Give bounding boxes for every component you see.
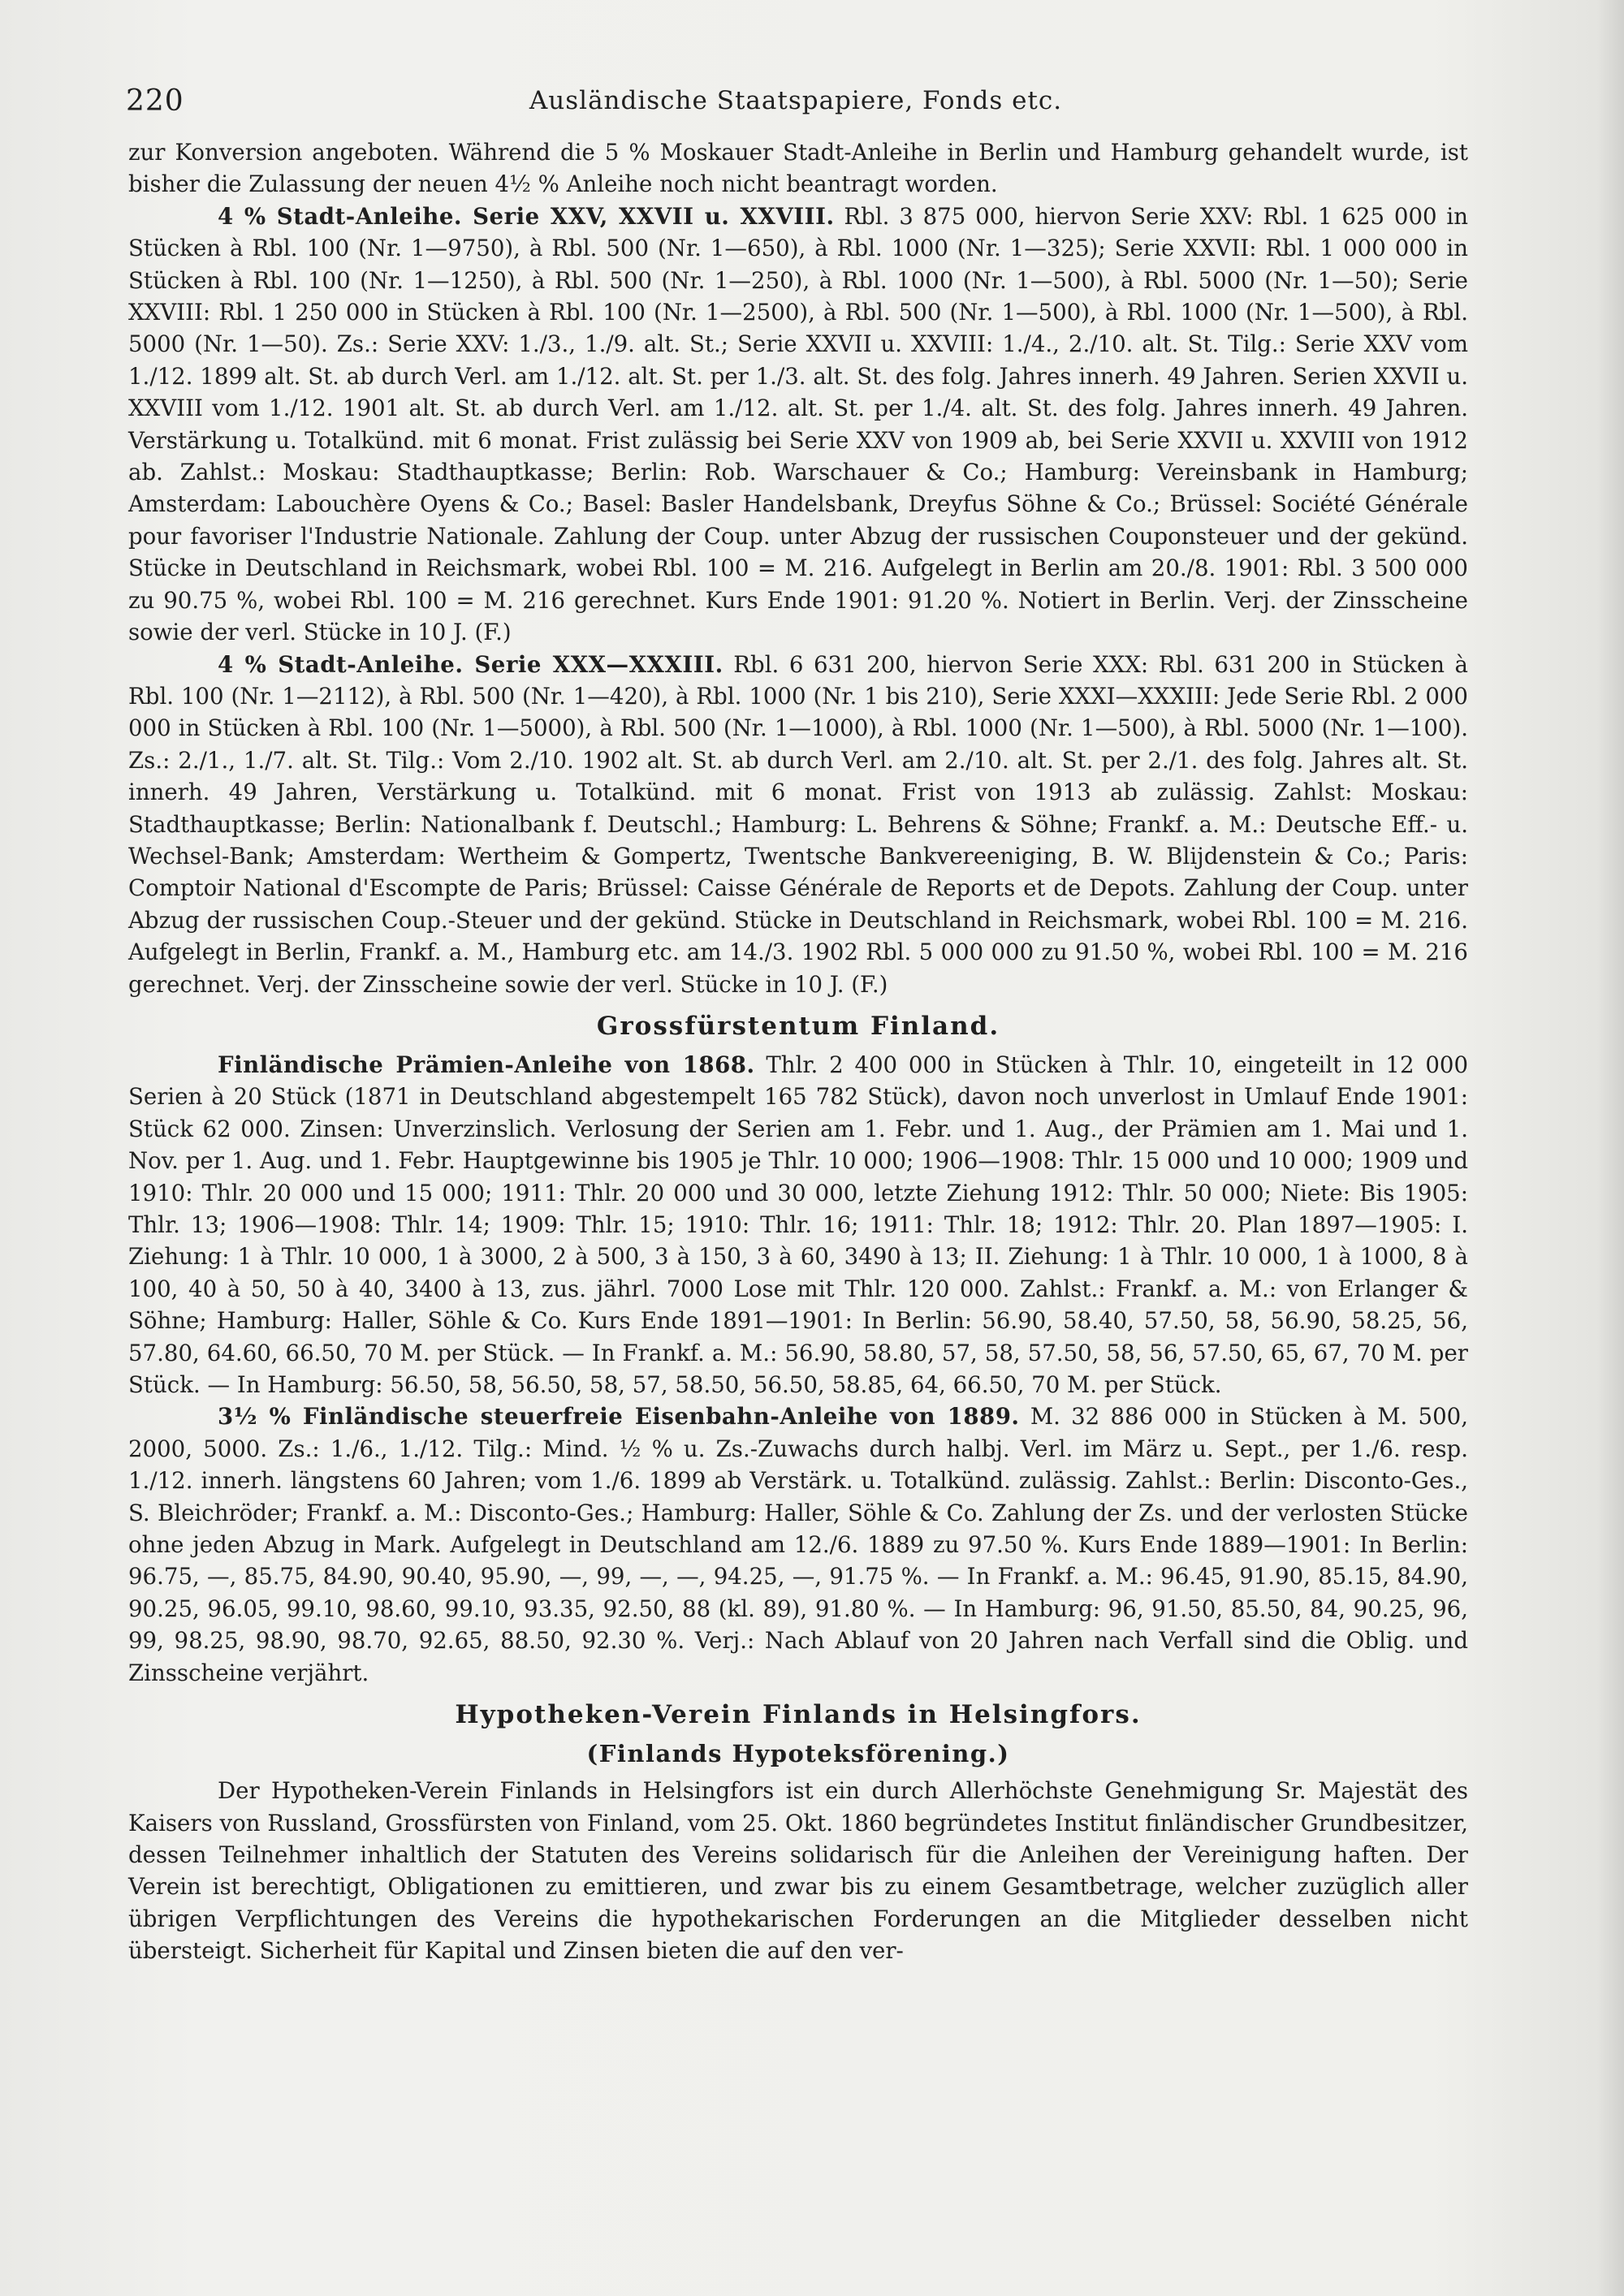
page-header: [126, 84, 1466, 125]
page-number: 220: [126, 84, 184, 118]
entry-text: Rbl. 6 631 200, hiervon Serie XXX: Rbl. 631 200 in Stücken à Rbl. 100 (Nr. 1—2112), à Rbl. 500 (Nr. 1—420), à Rbl. 1000 (Nr. 1 bis 210), Serie XXXI—XXXIII: Jede Serie Rbl. 2 000 000 in Stücken à Rbl. 100 (Nr. 1—5000), à Rbl. 500 (Nr. 1—1000), à Rbl. 1000 (Nr. 1—500), à Rbl. 5000 (Nr. 1—100). Zs.: 2./1., 1./7. alt. St. Tilg.: Vom 2./10. 1902 alt. St. ab durch Verl. am 2./10. alt. St. per 2./1. des folg. Jahres alt. St. innerh. 49 Jahren, Verstärkung u. Totalkünd. mit 6 monat. Frist von 1913 ab zulässig. Zahlst: Moskau: Stadthauptkasse; Berlin: Nationalbank f. Deutschl.; Hamburg: L. Behrens & Söhne; Frankf. a. M.: Deutsche Eff.- u. Wechsel-Bank; Amsterdam: Wertheim & Gompertz, Twentsche Bankvereeniging, B. W. Blijdenstein & Co.; Paris: Comptoir National d'Escompte de Paris; Brüssel: Caisse Générale de Reports et de Depots. Zahlung der Coup. unter Abzug der russischen Coup.-Steuer und der gekünd. Stücke in Deutschland in Reichsmark, wobei Rbl. 100 = M. 216. Aufgelegt in Berlin, Frankf. a. M., Hamburg etc. am 14./3. 1902 Rbl. 5 000 000 zu 91.50 %, wobei Rbl. 100 = M. 216 gerechnet. Verj. der Zinsscheine sowie der verl. Stücke in 10 J. (F.): [128, 650, 1468, 998]
paragraph-konversion: zur Konversion angeboten. Während die 5 % Moskauer Stadt-Anleihe in Berlin und Hamburg gehandelt wurde, ist bisher die Zulassung der neuen 4½ % Anleihe noch nicht beantragt worden.: [128, 139, 1468, 198]
section-heading-finland: Grossfürstentum Finland.: [596, 1011, 1000, 1041]
paragraph-eisenbahn-anleihe: [128, 1400, 1468, 1689]
entry-heading: 4 % Stadt-Anleihe. Serie XXV, XXVII u. XXVIII.: [218, 202, 835, 230]
paragraph-hypotheken-verein: Der Hypotheken-Verein Finlands in Helsingfors ist ein durch Allerhöchste Genehmigung Sr. Majestät des Kaisers von Russland, Grossfürsten von Finland, vom 25. Okt. 1860 begründetes Institut finländischer Grundbesitzer, dessen Teilnehmer inhaltlich der Statuten des Vereins solidarisch für die Anleihen der Vereinigung haften. Der Verein ist berechtigt, Obligationen zu emittieren, und zwar bis zu einem Gesamtbetrage, welcher zuzüglich aller übrigen Verpflichtungen des Vereins die hypothekarischen Forderungen an die Mitglieder desselben nicht übersteigt. Sicherheit für Kapital und Zinsen bieten die auf den ver-: [128, 1777, 1468, 1965]
entry-heading: 3½ % Finländische steuerfreie Eisenbahn-Anleihe von 1889.: [218, 1403, 1020, 1431]
paragraph-stadt-anleihe-xxx: [128, 649, 1468, 1000]
entry-text: Rbl. 3 875 000, hiervon Serie XXV: Rbl. 1 625 000 in Stücken à Rbl. 100 (Nr. 1—9750), à Rbl. 500 (Nr. 1—650), à Rbl. 1000 (Nr. 1—325); Serie XXVII: Rbl. 1 000 000 in Stücken à Rbl. 100 (Nr. 1—1250), à Rbl. 500 (Nr. 1—250), à Rbl. 1000 (Nr. 1—500), à Rbl. 5000 (Nr. 1—50); Serie XXVIII: Rbl. 1 250 000 in Stücken à Rbl. 100 (Nr. 1—2500), à Rbl. 500 (Nr. 1—500), à Rbl. 1000 (Nr. 1—500), à Rbl. 5000 (Nr. 1—50). Zs.: Serie XXV: 1./3., 1./9. alt. St.; Serie XXVII u. XXVIII: 1./4., 2./10. alt. St. Tilg.: Serie XXV vom 1./12. 1899 alt. St. ab durch Verl. am 1./12. alt. St. per 1./3. alt. St. des folg. Jahres innerh. 49 Jahren. Serien XXVII u. XXVIII vom 1./12. 1901 alt. St. ab durch Verl. am 1./12. alt. St. per 1./4. alt. St. des folg. Jahres innerh. 49 Jahren. Verstärkung u. Totalkünd. mit 6 monat. Frist zulässig bei Serie XXV von 1909 ab, bei Serie XXVII u. XXVIII von 1912 ab. Zahlst.: Moskau: Stadthauptkasse; Berlin: Rob. Warschauer & Co.; Hamburg: Vereinsbank in Hamburg; Amsterdam: Labouchère Oyens & Co.; Basel: Basler Handelsbank, Dreyfus Söhne & Co.; Brüssel: Société Générale pour favoriser l'Industrie Nationale. Zahlung der Coup. unter Abzug der russischen Couponsteuer und der gekünd. Stücke in Deutschland in Reichsmark, wobei Rbl. 100 = M. 216. Aufgelegt in Berlin am 20./8. 1901: Rbl. 3 500 000 zu 90.75 %, wobei Rbl. 100 = M. 216 gerechnet. Kurs Ende 1901: 91.20 %. Notiert in Berlin. Verj. der Zinsscheine sowie der verl. Stücke in 10 J. (F.): [128, 202, 1468, 646]
page-body: [128, 136, 1468, 1967]
entry-text: Thlr. 2 400 000 in Stücken à Thlr. 10, eingeteilt in 12 000 Serien à 20 Stück (1871 in Deutschland abgestempelt 165 782 Stück), davon noch unverlost in Umlauf Ende 1901: Stück 62 000. Zinsen: Unverzinslich. Verlosung der Serien am 1. Febr. und 1. Aug., der Prämien am 1. Mai und 1. Nov. per 1. Aug. und 1. Febr. Hauptgewinne bis 1905 je Thlr. 10 000; 1906—1908: Thlr. 15 000 und 10 000; 1909 und 1910: Thlr. 20 000 und 15 000; 1911: Thlr. 20 000 und 30 000, letzte Ziehung 1912: Thlr. 50 000; Niete: Bis 1905: Thlr. 13; 1906—1908: Thlr. 14; 1909: Thlr. 15; 1910: Thlr. 16; 1911: Thlr. 18; 1912: Thlr. 20. Plan 1897—1905: I. Ziehung: 1 à Thlr. 10 000, 1 à 3000, 2 à 500, 3 à 150, 3 à 60, 3490 à 13; II. Ziehung: 1 à Thlr. 10 000, 1 à 1000, 8 à 100, 40 à 50, 50 à 40, 3400 à 13, zus. jährl. 7000 Lose mit Thlr. 120 000. Zahlst.: Frankf. a. M.: von Erlanger & Söhne; Hamburg: Haller, Söhle & Co. Kurs Ende 1891—1901: In Berlin: 56.90, 58.40, 57.50, 58, 56.90, 58.25, 56, 57.80, 64.60, 66.50, 70 M. per Stück. — In Frankf. a. M.: 56.90, 58.80, 57, 58, 57.50, 58, 56, 57.50, 65, 67, 70 M. per Stück. — In Hamburg: 56.50, 58, 56.50, 58, 57, 58.50, 56.50, 58.85, 64, 66.50, 70 M. per Stück.: [128, 1051, 1469, 1399]
paragraph-praemien-anleihe: [128, 1049, 1468, 1400]
entry-heading: 4 % Stadt-Anleihe. Serie XXX—XXXIII.: [218, 650, 723, 678]
running-title: Ausländische Staatspapiere, Fonds etc.: [529, 86, 1063, 115]
section-subheading: (Finlands Hypoteksförening.): [586, 1740, 1010, 1768]
entry-text: M. 32 886 000 in Stücken à M. 500, 2000, 5000. Zs.: 1./6., 1./12. Tilg.: Mind. ½ % u. Zs.-Zuwachs durch halbj. Verl. im März u. Sept., per 1./6. resp. 1./12. innerh. längstens 60 Jahren; vom 1./6. 1899 ab Verstärk. u. Totalkünd. zulässig. Zahlst.: Berlin: Disconto-Ges., S. Bleichröder; Frankf. a. M.: Disconto-Ges.; Hamburg: Haller, Söhle & Co. Zahlung der Zs. und der verlosten Stücke ohne jeden Abzug in Mark. Aufgelegt in Deutschland am 12./6. 1889 zu 97.50 %. Kurs Ende 1889—1901: In Berlin: 96.75, —, 85.75, 84.90, 90.40, 95.90, —, 99, —, —, 94.25, —, 91.75 %. — In Frankf. a. M.: 96.45, 91.90, 85.15, 84.90, 90.25, 96.05, 99.10, 98.60, 99.10, 93.35, 92.50, 88 (kl. 89), 91.80 %. — In Hamburg: 96, 91.50, 85.50, 84, 90.25, 96, 99, 98.25, 98.90, 98.70, 92.65, 88.50, 92.30 %. Verj.: Nach Ablauf von 20 Jahren nach Verfall sind die Oblig. und Zinsscheine verjährt.: [128, 1403, 1468, 1686]
section-heading-hypotheken-verein: Hypotheken-Verein Finlands in Helsingfors.: [455, 1700, 1142, 1730]
entry-heading: Finländische Prämien-Anleihe von 1868.: [218, 1051, 755, 1078]
paragraph-stadt-anleihe-xxv: [128, 201, 1468, 649]
